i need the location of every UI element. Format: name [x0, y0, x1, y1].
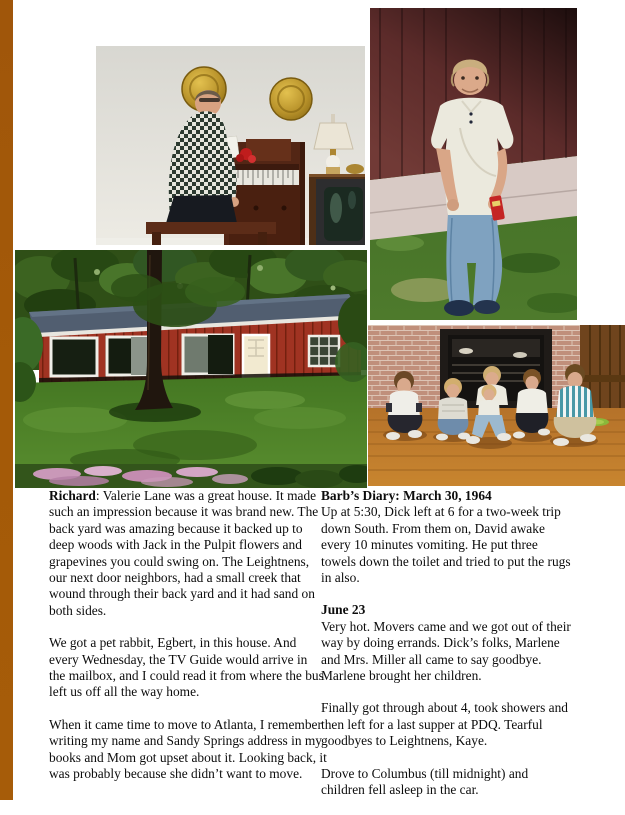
children-photo-image [368, 325, 625, 486]
organ-photo [96, 46, 365, 245]
organ-photo-image [96, 46, 365, 245]
television [316, 179, 365, 245]
diary-heading-march: Barb’s Diary: March 30, 1964 [321, 488, 492, 503]
flower-bed [15, 464, 367, 488]
diary-paragraph-june-2: Finally got through about 4, took showers and then left for a last supper at PDQ. Tearful goodbyes to Leightnens, Kaye. [321, 700, 568, 749]
rabbit-paragraph: We got a pet rabbit, Egbert, in this house. And every Wednesday, the TV Guide would arrive in the mailbox, and I could read it from where the bus left us off all the way home. [49, 635, 324, 700]
right-text-column [321, 488, 575, 815]
richard-lead: Richard [49, 488, 96, 503]
boy-photo [370, 8, 577, 320]
house-photo [15, 250, 367, 488]
page-left-border [0, 0, 13, 800]
richard-paragraph: Richard: Valerie Lane was a great house. It made such an impression because it was brand new. The back yard was amazing because it backed up to deep woods with Jack in the Pulpit flowers and grapevines you could swing on. The Leightnens, our next door neighbors, had a small creek that wound through their back yard and it had sand on both sides. [49, 488, 319, 618]
house-photo-image [15, 250, 367, 488]
diary-paragraph-march: Up at 5:30, Dick left at 6 for a two-week trip down South. From them on, David awake every 10 minutes vomiting. He put three towels down the toilet and tried to put the rugs in also. [321, 504, 571, 586]
children-photo [368, 325, 625, 486]
atlanta-paragraph: When it came time to move to Atlanta, I remember writing my name and Sandy Springs address in my books and Mom got upset about it. Looking back, it was probably because she didn’t want to move. [49, 716, 327, 782]
left-text-column [49, 488, 327, 799]
diary-paragraph-june-1: Very hot. Movers came and we got out of their way by doing errands. Dick’s folks, Marlene and Mrs. Miller all came to say goodbye. Marlene brought her children. [321, 618, 571, 684]
diary-heading-june: June 23 [321, 602, 366, 618]
diary-paragraph-june-3: Drove to Columbus (till midnight) and children fell asleep in the car. [321, 765, 529, 798]
boy-photo-image [370, 8, 577, 320]
